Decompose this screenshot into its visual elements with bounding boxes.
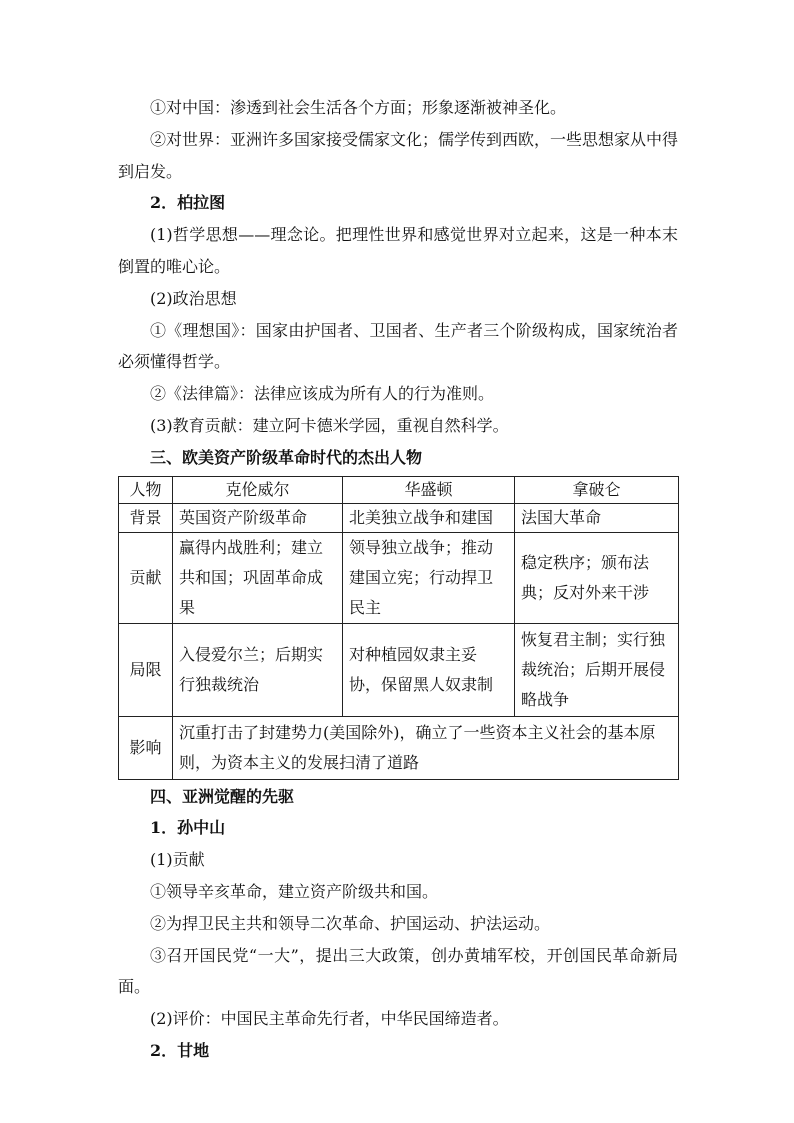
table-header-cell: 人物: [119, 476, 173, 503]
table-header-cell: 华盛顿: [343, 476, 515, 503]
table-header-row: [119, 476, 679, 503]
section-heading-asia-pioneers: 四、亚洲觉醒的先驱: [150, 786, 295, 806]
row-label: 背景: [119, 503, 173, 532]
paragraph-plato-philosophy: (1)哲学思想——理念论。把理性世界和感觉世界对立起来，这是一种本末倒置的唯心论。: [118, 225, 678, 276]
table-header-cell: 克伦威尔: [173, 476, 343, 503]
heading-plato: 2．柏拉图: [150, 193, 226, 213]
row-label: 影响: [119, 716, 173, 779]
table-cell: 法国大革命: [515, 503, 679, 532]
table-cell: 北美独立战争和建国: [343, 503, 515, 532]
table-row: [119, 503, 679, 532]
section-heading-revolution-figures: 三、欧美资产阶级革命时代的杰出人物: [150, 447, 423, 467]
table-row: [119, 716, 679, 779]
table-row: [119, 532, 679, 623]
paragraph-confucius-china: ①对中国：渗透到社会生活各个方面；形象逐渐被神圣化。: [150, 98, 567, 117]
table-cell: 稳定秩序；颁布法典；反对外来干涉: [515, 532, 679, 623]
paragraph-republic: ①《理想国》：国家由护国者、卫国者、生产者三个阶级构成，国家统治者必须懂得哲学。: [118, 320, 678, 372]
paragraph-xinhai: ①领导辛亥革命，建立资产阶级共和国。: [150, 881, 439, 901]
table-cell: 领导独立战争；推动建国立宪；行动捍卫民主: [343, 532, 515, 623]
table-row: [119, 623, 679, 716]
paragraph-confucius-world: ②对世界：亚洲许多国家接受儒家文化；儒学传到西欧，一些思想家从中得到启发。: [118, 129, 679, 181]
heading-sun-yatsen: 1．孙中山: [150, 818, 226, 838]
paragraph-plato-politics: (2)政治思想: [150, 288, 237, 308]
table-header-cell: 拿破仑: [515, 476, 679, 503]
paragraph-contributions: (1)贡献: [150, 850, 205, 870]
paragraph-defend-republic: ②为捍卫民主共和领导二次革命、护国运动、护法运动。: [150, 913, 551, 933]
table-cell-merged: 沉重打击了封建势力(美国除外)，确立了一些资本主义社会的基本原则，为资本主义的发展扫清了道路: [173, 716, 679, 779]
row-label: 局限: [119, 623, 173, 716]
heading-gandhi: 2．甘地: [150, 1040, 210, 1060]
paragraph-education: (3)教育贡献：建立阿卡德米学园，重视自然科学。: [150, 415, 509, 435]
paragraph-kmt-congress: ③召开国民党“一大”，提出三大政策，创办黄埔军校，开创国民革命新局面。: [118, 945, 678, 997]
paragraph-evaluation: (2)评价：中国民主革命先行者，中华民国缔造者。: [150, 1009, 509, 1029]
figures-table: [118, 476, 679, 780]
table-cell: 入侵爱尔兰；后期实行独裁统治: [173, 623, 343, 716]
paragraph-laws: ②《法律篇》：法律应该成为所有人的行为准则。: [150, 384, 495, 404]
document-page: [118, 92, 678, 1067]
row-label: 贡献: [119, 532, 173, 623]
table-cell: 赢得内战胜利；建立共和国；巩固革命成果: [173, 532, 343, 623]
table-cell: 恢复君主制；实行独裁统治；后期开展侵略战争: [515, 623, 679, 716]
table-cell: 英国资产阶级革命: [173, 503, 343, 532]
table-cell: 对种植园奴隶主妥协，保留黑人奴隶制: [343, 623, 515, 716]
